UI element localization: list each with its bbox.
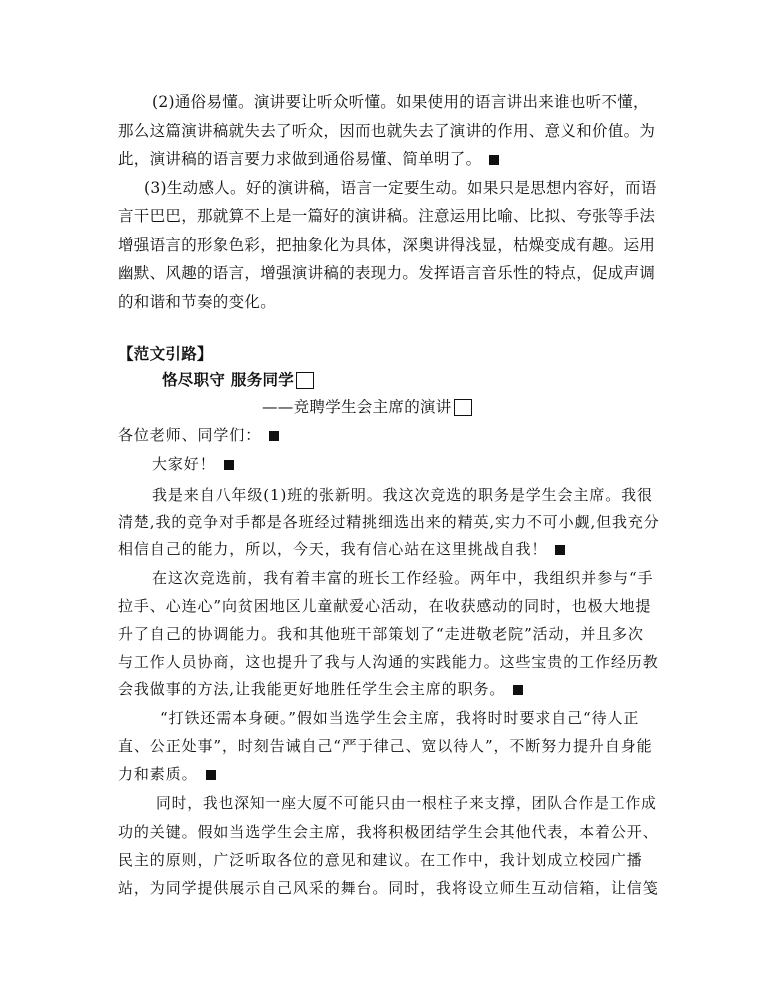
essay-title: 恪尽职守 服务同学 — [162, 370, 314, 390]
section-heading: 【范文引路】 — [118, 344, 213, 363]
text-line: (3)生动感人。好的演讲稿，语言一定要生动。如果只是思想内容好，而语 — [144, 179, 657, 197]
text-line: 力和素质。 — [118, 764, 216, 784]
text-line: 此，演讲稿的语言要力求做到通俗易懂、简单明了。 — [118, 149, 499, 169]
text-line: 站，为同学提供展示自己风采的舞台。同时，我将设立师生互动信箱，让信笺 — [118, 879, 659, 897]
text-line: 与工作人员协商，这也提升了我与人沟通的实践能力。这些宝贵的工作经历教 — [118, 653, 659, 671]
essay-greeting: 各位老师、同学们： — [118, 425, 279, 445]
end-mark-icon — [206, 770, 216, 780]
checkbox-box-icon — [454, 399, 472, 416]
text-line: 的和谐和节奏的变化。 — [118, 293, 277, 311]
text-line: (2)通俗易懂。演讲要让听众听懂。如果使用的语言讲出来谁也听不懂， — [152, 93, 649, 111]
text-line: 大家好！ — [152, 454, 234, 474]
end-mark-icon — [224, 460, 234, 470]
text-line: 升了自己的协调能力。我和其他班干部策划了“走进敬老院”活动，并且多次 — [118, 625, 644, 643]
end-mark-icon — [513, 685, 523, 695]
text-line: 言干巴巴，那就算不上是一篇好的演讲稿。注意运用比喻、比拟、夸张等手法 — [118, 207, 656, 225]
text-line: 增强语言的形象色彩，把抽象化为具体，深奥讲得浅显，枯燥变成有趣。运用 — [118, 236, 656, 254]
text-line: 我是来自八年级(1)班的张新明。我这次竞选的职务是学生会主席。我很 — [152, 486, 653, 504]
text-line: “打铁还需本身硬。”假如当选学生会主席，我将时时要求自己“待人正 — [160, 709, 640, 727]
essay-subtitle: ——竞聘学生会主席的演讲 — [262, 397, 472, 417]
text-line: 功的关键。假如当选学生会主席，我将积极团结学生会其他代表，本着公开、 — [118, 823, 659, 841]
text-line: 相信自己的能力，所以，今天，我有信心站在这里挑战自我！ — [118, 539, 565, 559]
text-line: 同时，我也深知一座大厦不可能只由一根柱子来支撑，团队合作是工作成 — [156, 795, 657, 812]
end-mark-icon — [555, 545, 565, 555]
text-line: 拉手、心连心”向贫困地区儿童献爱心活动，在收获感动的同时，也极大地提 — [118, 597, 652, 615]
text-line: 会我做事的方法,让我能更好地胜任学生会主席的职务。 — [118, 679, 523, 699]
text-line: 那么这篇演讲稿就失去了听众，因而也就失去了演讲的作用、意义和价值。为 — [118, 122, 656, 140]
text-line: 民主的原则，广泛听取各位的意见和建议。在工作中，我计划成立校园广播 — [118, 851, 643, 869]
end-mark-icon — [489, 155, 499, 165]
end-mark-icon — [269, 431, 279, 441]
text-line: 幽默、风趣的语言，增强演讲稿的表现力。发挥语言音乐性的特点，促成声调 — [118, 264, 656, 282]
text-line: 直、公正处事”，时刻告诫自己“严于律己、宽以待人”，不断努力提升自身能 — [118, 737, 653, 755]
text-line: 清楚,我的竞争对手都是各班经过精挑细选出来的精英,实力不可小觑,但我充分 — [118, 513, 660, 531]
checkbox-box-icon — [296, 372, 314, 389]
text-line: 在这次竞选前，我有着丰富的班长工作经验。两年中，我组织并参与“手 — [152, 569, 654, 587]
